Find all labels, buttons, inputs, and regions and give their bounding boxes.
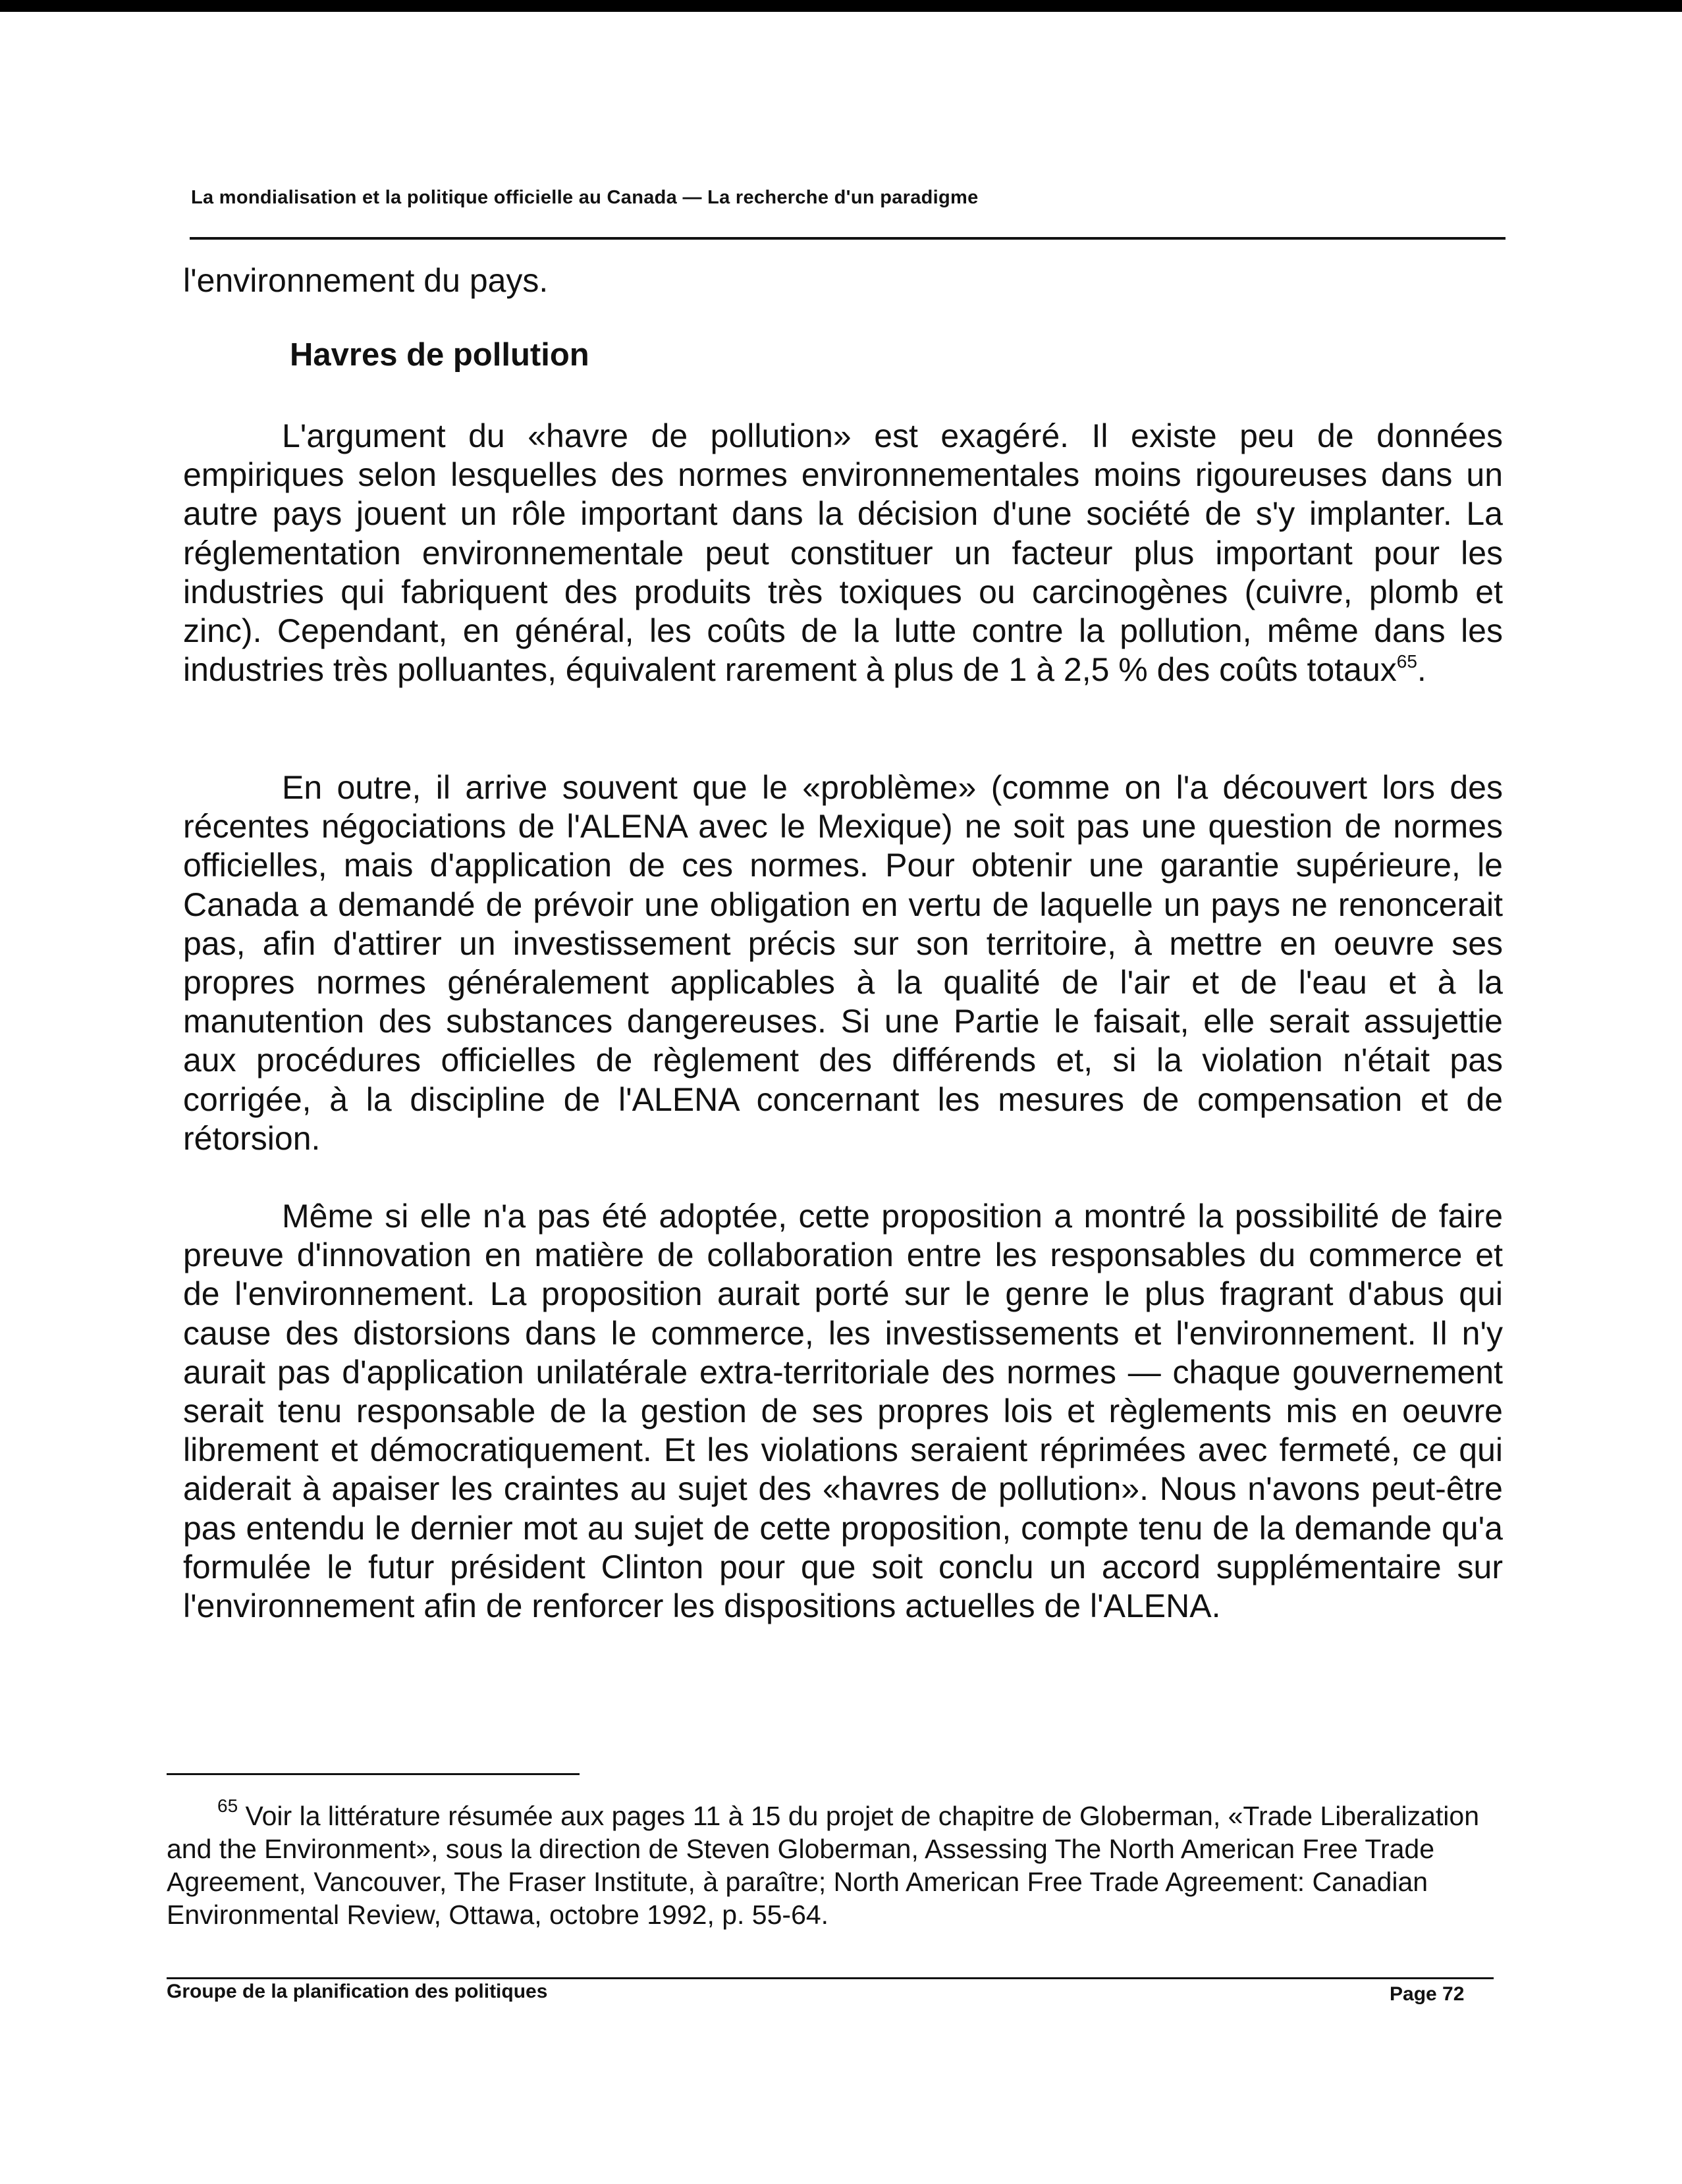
footnote-ref[interactable]: 65 [1396, 651, 1417, 672]
footnote-number: 65 [217, 1796, 238, 1816]
page-number: Page 72 [1390, 1983, 1465, 2005]
section-heading: Havres de pollution [290, 337, 589, 373]
continued-line: l'environnement du pays. [183, 262, 549, 299]
footnote-rule [167, 1773, 580, 1775]
footnote-body [167, 1796, 1484, 1931]
footnote-text: Voir la littérature résumée aux pages 11 à 15 du projet de chapitre de Globerman, «Trade Liberalization and the Environment», sous la direction de Steven Globerman, Assessing The North American Free Trade Agreement, Vancouver, The Fraser Institute, à paraître; North American Free Trade Agreement: Canadian Environmental Review, Ottawa, octobre 1992, p. 55-64. [167, 1801, 1479, 1930]
running-header: La mondialisation et la politique officielle au Canada — La recherche d'un paradigme [191, 187, 979, 208]
paragraph-3: Même si elle n'a pas été adoptée, cette proposition a montré la possibilité de faire preuve d'innovation en matière de collaboration entre les responsables du commerce et de l'environnement. La proposition aurait porté sur le genre le plus fragrant d'abus qui cause des distorsions dans le commerce, les investissements et l'environnement. Il n'y aurait pas d'application unilatérale extra-territoriale des normes — chaque gouvernement serait tenu responsable de la gestion de ses propres lois et règlements mis en oeuvre librement et démocratiquement. Et les violations seraient réprimées avec fermeté, ce qui aiderait à apaiser les craintes au sujet des «havres de pollution». Nous n'avons peut-être pas entendu le dernier mot au sujet de cette proposition, compte tenu de la demande qu'a formulée le futur président Clinton pour que soit conclu un accord supplémentaire sur l'environnement afin de renforcer les dispositions actuelles de l'ALENA. [183, 1198, 1503, 1625]
paragraph-1 [183, 417, 1503, 689]
paragraph-2: En outre, il arrive souvent que le «problème» (comme on l'a découvert lors des récentes négociations de l'ALENA avec le Mexique) ne soit pas une question de normes officielles, mais d'application de ces normes. Pour obtenir une garantie supérieure, le Canada a demandé de prévoir une obligation en vertu de laquelle un pays ne renoncerait pas, afin d'attirer un investissement précis sur son territoire, à mettre en oeuvre ses propres normes généralement applicables à la qualité de l'air et de l'eau et à la manutention des substances dangereuses. Si une Partie le faisait, elle serait assujettie aux procédures officielles de règlement des différends et, si la violation n'était pas corrigée, à la discipline de l'ALENA concernant les mesures de compensation et de rétorsion. [183, 769, 1503, 1157]
paragraph-1-end: . [1417, 651, 1426, 689]
header-rule [190, 237, 1506, 240]
footer-rule [167, 1977, 1494, 1979]
scan-edge [0, 0, 1682, 12]
paragraph-1-text: L'argument du «havre de pollution» est exagéré. Il existe peu de données empiriques selon lesquelles des normes environnementales moins rigoureuses dans un autre pays jouent un rôle important dans la décision d'une société de s'y implanter. La réglementation environnementale peut constituer un facteur plus important pour les industries qui fabriquent des produits très toxiques ou carcinogènes (cuivre, plomb et zinc). Cependant, en général, les coûts de la lutte contre la pollution, même dans les industries très polluantes, équivalent rarement à plus de 1 à 2,5 % des coûts totaux [183, 417, 1503, 689]
footer-organization: Groupe de la planification des politiques [167, 1981, 548, 2002]
footnote [167, 1796, 1484, 1931]
